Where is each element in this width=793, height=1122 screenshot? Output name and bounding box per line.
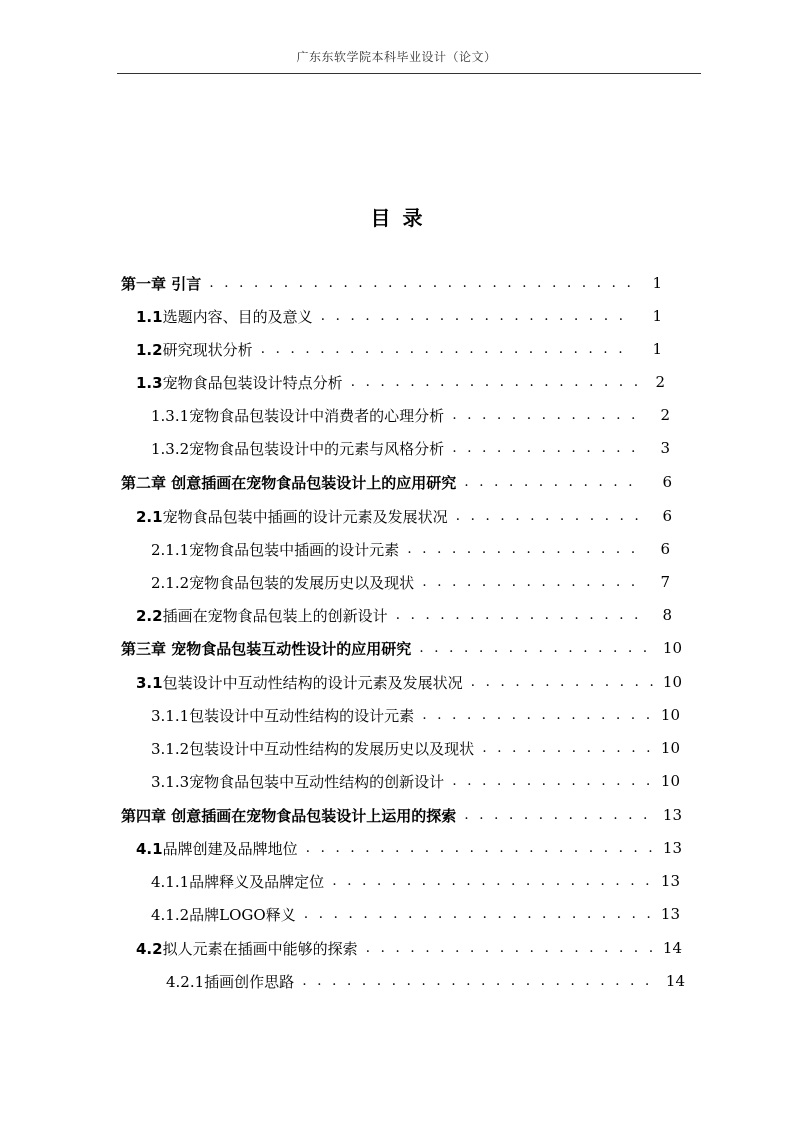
toc-entry-1-1[interactable] [136,304,662,328]
toc-entry-title: 第二章 创意插画在宠物食品包装设计上的应用研究 [121,473,457,492]
toc-section-number: 1.3 [136,373,163,392]
toc-entry-4-1[interactable] [136,836,682,860]
toc-leader-dots [471,674,654,690]
toc-section-number: 4.2.1 [166,972,205,991]
toc-entry-chapter-4[interactable] [121,803,682,827]
toc-entry-3-1-3[interactable] [151,769,680,793]
toc-page-number: 1 [652,307,662,325]
toc-leader-dots [422,707,652,723]
toc-page-number: 3 [660,439,670,457]
toc-page-number: 7 [660,573,670,591]
toc-title: 目录 [370,206,435,230]
toc-leader-dots [452,407,642,423]
toc-leader-dots [464,807,654,823]
toc-entry-chapter-2[interactable] [121,470,672,494]
toc-entry-title: 宠物食品包装的发展历史以及现状 [189,573,415,592]
toc-page-number: 6 [660,540,670,558]
toc-leader-dots [419,640,654,656]
toc-entry-4-2-1[interactable] [166,969,685,993]
toc-entry-title: 品牌释义及品牌定位 [189,872,325,891]
toc-section-number: 4.1.1 [151,872,190,891]
toc-leader-dots [332,873,652,889]
toc-section-number: 3.1.1 [151,706,190,725]
toc-section-number: 3.1 [136,673,163,692]
toc-leader-dots [452,440,642,456]
toc-entry-4-1-2[interactable] [151,902,680,926]
toc-page-number: 10 [660,739,680,757]
toc-entry-3-1-1[interactable] [151,703,680,727]
toc-page-number: 13 [662,839,682,857]
toc-entry-title: 宠物食品包装中插画的设计元素 [189,540,400,559]
toc-section-number: 3.1.2 [151,739,190,758]
toc-page-number: 10 [662,639,682,657]
toc-entry-title: 拟人元素在插画中能够的探索 [162,939,358,958]
toc-section-number: 2.1.1 [151,540,190,559]
toc-leader-dots [464,474,644,490]
toc-entry-title: 品牌创建及品牌地位 [162,839,298,858]
toc-leader-dots [407,541,642,557]
toc-page-number: 10 [660,706,680,724]
toc-page-number: 1 [652,274,662,292]
toc-entry-title: 宠物食品包装中插画的设计元素及发展状况 [162,507,448,526]
toc-entry-title: 第四章 创意插画在宠物食品包装设计上运用的探索 [121,806,457,825]
toc-page-number: 14 [662,939,682,957]
toc-entry-title: 研究现状分析 [162,340,253,359]
header-divider [117,73,701,74]
toc-section-number: 4.1.2 [151,905,190,924]
toc-entry-3-1-2[interactable] [151,736,680,760]
toc-leader-dots [482,740,652,756]
toc-page-number: 6 [662,473,672,491]
toc-entry-title: 包装设计中互动性结构的设计元素及发展状况 [162,673,463,692]
toc-page-number: 6 [662,507,672,525]
toc-entry-title: 选题内容、目的及意义 [162,307,313,326]
toc-section-number: 4.2 [136,939,163,958]
toc-leader-dots [422,574,642,590]
toc-section-number: 1.1 [136,307,163,326]
toc-leader-dots [452,773,652,789]
toc-entry-title: 宠物食品包装设计特点分析 [162,373,343,392]
toc-page-number: 8 [662,606,672,624]
toc-entry-2-1[interactable] [136,504,672,528]
toc-leader-dots [321,308,634,324]
toc-entry-title: 宠物食品包装设计中消费者的心理分析 [189,406,445,425]
toc-section-number: 1.3.1 [151,406,190,425]
toc-page-number: 1 [652,340,662,358]
page-header: 广东东软学院本科毕业设计（论文） [296,50,497,64]
toc-page-number: 13 [660,872,680,890]
toc-section-number: 3.1.3 [151,772,190,791]
toc-leader-dots [396,607,644,623]
toc-entry-title: 包装设计中互动性结构的发展历史以及现状 [189,739,475,758]
toc-entry-chapter-3[interactable] [121,636,682,660]
toc-leader-dots [456,508,644,524]
toc-page-number: 2 [660,406,670,424]
toc-leader-dots [366,940,654,956]
toc-entry-4-2[interactable] [136,936,682,960]
toc-section-number: 1.2 [136,340,163,359]
toc-page-number: 10 [662,673,682,691]
toc-leader-dots [351,374,637,390]
toc-entry-title: 插画创作思路 [204,972,295,991]
toc-page-number: 14 [665,972,685,990]
toc-entry-2-1-2[interactable] [151,570,670,594]
toc-entry-title: 插画在宠物食品包装上的创新设计 [162,606,388,625]
toc-entry-3-1[interactable] [136,670,682,694]
toc-leader-dots [209,275,634,291]
toc-entry-title: 包装设计中互动性结构的设计元素 [189,706,415,725]
toc-entry-chapter-1[interactable] [121,271,662,295]
toc-entry-title: 品牌LOGO释义 [189,905,296,924]
toc-entry-1-3-1[interactable] [151,403,670,427]
toc-page-number: 10 [660,772,680,790]
toc-leader-dots [261,341,634,357]
toc-page-number: 13 [660,905,680,923]
toc-entry-title: 第三章 宠物食品包装互动性设计的应用研究 [121,639,412,658]
toc-entry-1-3[interactable] [136,370,665,394]
toc-entry-title: 宠物食品包装设计中的元素与风格分析 [189,439,445,458]
toc-entry-4-1-1[interactable] [151,869,680,893]
toc-entry-title: 第一章 引言 [121,274,202,293]
toc-leader-dots [306,840,654,856]
toc-leader-dots [304,906,652,922]
toc-section-number: 2.2 [136,606,163,625]
toc-page-number: 13 [662,806,682,824]
toc-page-number: 2 [655,373,665,391]
toc-entry-2-2[interactable] [136,603,672,627]
toc-entry-title: 宠物食品包装中互动性结构的创新设计 [189,772,445,791]
toc-section-number: 2.1.2 [151,573,190,592]
toc-entry-2-1-1[interactable] [151,537,670,561]
toc-section-number: 1.3.2 [151,439,190,458]
toc-section-number: 2.1 [136,507,163,526]
toc-entry-1-2[interactable] [136,337,662,361]
toc-leader-dots [302,973,657,989]
toc-entry-1-3-2[interactable] [151,436,670,460]
toc-section-number: 4.1 [136,839,163,858]
